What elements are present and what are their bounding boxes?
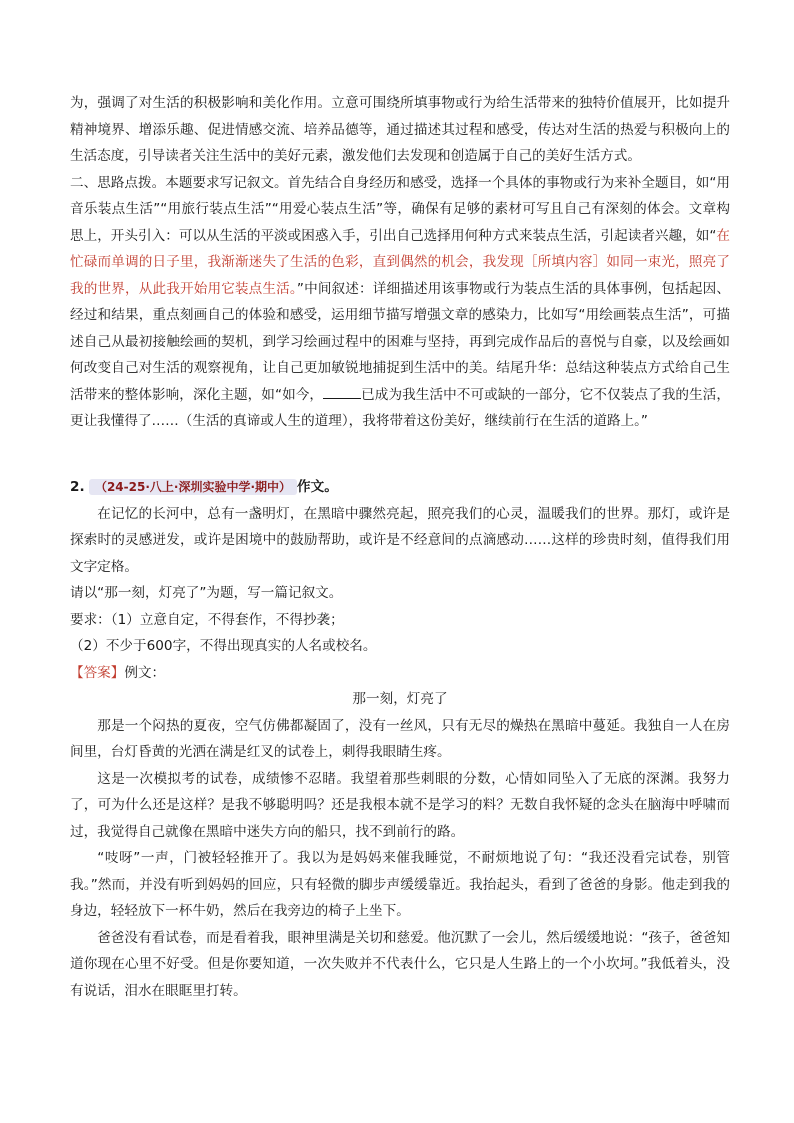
answer-tag: 【答案】 [70,664,125,681]
analysis-text: 二、思路点拨。本题要求写记叙文。首先结合自身经历和感受，选择一个具体的事物或行为来补全题目，如“用音乐装点生活”“用旅行装点生活”“用爱心装点生活”等，确保有足够的素材可写且自己有深刻的体会。文章构思上，开头引入：可以从生活的平淡或困惑入手，引出自己选择用何种方式来装点生活，引起读者兴趣，如“ [70,174,730,244]
question-prompt: 在记忆的长河中，总有一盏明灯，在黑暗中骤然亮起，照亮我们的心灵，温暖我们的世界。那灯，或许是探索时的灵感迸发，或许是困境中的鼓励帮助，或许是不经意间的点滴感动……这样的珍贵时刻，值得我们用文字定格。 [70,505,730,575]
question-number: 2. [70,479,85,495]
question-instruction: 请以“那一刻，灯亮了”为题，写一篇记叙文。 [70,585,343,601]
question-header [70,474,730,501]
analysis-paragraph-2 [70,170,730,435]
essay-paragraph: “吱呀”一声，门被轻轻推开了。我以为是妈妈来催我睡觉，不耐烦地说了句：“我还没看完试卷，别管我。”然而，并没有听到妈妈的回应，只有轻微的脚步声缓缓靠近。我抬起头，看到了爸爸的身影。他走到我的身边，轻轻放下一杯牛奶，然后在我旁边的椅子上坐下。 [70,850,730,919]
example-opening-quote: 在忙碌而单调的日子里，我渐渐迷失了生活的色彩，直到偶然的机会，我发现［所填内容］如同一束光，照亮了我的世界，从此我开始用它装点生活。 [70,227,730,297]
question-source-badge: （24-25·八上·深圳实验中学·期中） [89,479,297,495]
analysis-text-end: 已成为我生活中不可或缺的一部分，它不仅装点了我的生活，更让我懂得了……（生活的真谛或人生的道理），我将带着这份美好，继续前行在生活的道路上。” [70,386,731,429]
question-2 [70,474,730,1004]
essay-paragraph: 爸爸没有看试卷，而是看着我，眼神里满是关切和慈爱。他沉默了一会儿，然后缓缓地说：“孩子，爸爸知道你现在心里不好受。但是你要知道，一次失败并不代表什么，它只是人生路上的一个小坎坷。”我低着头，没有说话，泪水在眼眶里打转。 [70,929,730,999]
essay-paragraph: 这是一次模拟考的试卷，成绩惨不忍睹。我望着那些刺眼的分数，心情如同坠入了无底的深渊。我努力了，可为什么还是这样？是我不够聪明吗？还是我根本就不是学习的料？无数自我怀疑的念头在脑海中呼啸而过，我觉得自己就像在黑暗中迷失方向的船只，找不到前行的路。 [70,770,730,840]
analysis-paragraph-1: 为，强调了对生活的积极影响和美化作用。立意可围绕所填事物或行为给生活带来的独特价值展开，比如提升精神境界、增添乐趣、促进情感交流、培养品德等，通过描述其过程和感受，传达对生活的热爱与积极向上的生活态度，引导读者关注生活中的美好元素，激发他们去发现和创造属于自己的美好生活方式。 [70,95,730,164]
answer-header [70,660,730,687]
question-requirement-1: 要求：（1）立意自定，不得套作，不得抄袭； [70,611,344,628]
question-requirement-2: （2）不少于600字，不得出现真实的人名或校名。 [70,638,377,654]
analysis-text-continued: ”中间叙述：详细描述用该事物或行为装点生活的具体事例，包括起因、经过和结果，重点刻画自己的体验和感受，运用细节描写增强文章的感染力，比如写“用绘画装点生活”，可描述自己从最初接触绘画的契机，到学习绘画过程中的困难与坚持，再到完成作品后的喜悦与自豪，以及绘画如何改变自己对生活的观察视角，让自己更加敏锐地捕捉到生活中的美。结尾升华：总结这种装点方式给自己生活带来的整体影响，深化主题，如“如今， [70,280,731,403]
essay-title: 那一刻，灯亮了 [352,691,448,707]
analysis-section [70,90,730,435]
answer-label: 例文： [124,664,166,681]
question-type: 作文。 [297,479,338,495]
essay-paragraph: 那是一个闷热的夏夜，空气仿佛都凝固了，没有一丝风，只有无尽的燥热在黑暗中蔓延。我独自一人在房间里，台灯昏黄的光洒在满是红叉的试卷上，刺得我眼睛生疼。 [70,717,730,760]
fill-blank [323,384,361,399]
